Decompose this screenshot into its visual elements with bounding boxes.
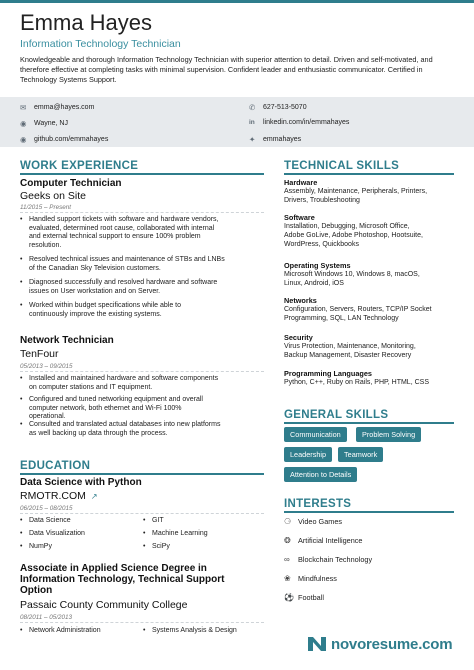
skill-tag: Problem Solving bbox=[356, 427, 421, 442]
job-dates: 11/2015 – Present bbox=[20, 204, 71, 211]
general-skills-heading: GENERAL SKILLS bbox=[284, 409, 389, 421]
interest-item: ❂ Artificial Intelligence bbox=[284, 536, 363, 545]
education-dates: 08/2011 – 05/2013 bbox=[20, 614, 73, 621]
job-company: Geeks on Site bbox=[20, 190, 86, 202]
skill-tag: Leadership bbox=[284, 447, 332, 462]
work-experience-heading: WORK EXPERIENCE bbox=[20, 160, 139, 172]
contact-location bbox=[20, 119, 68, 128]
course-item: • Machine Learning bbox=[143, 530, 263, 539]
external-link-icon: ↗ bbox=[90, 491, 98, 501]
interests-heading: INTERESTS bbox=[284, 498, 352, 510]
skill-group-text: Microsoft Windows 10, Windows 8, macOS, Linux, Android, iOS bbox=[284, 271, 420, 287]
dashed-divider bbox=[20, 622, 264, 623]
education-school-text: RMOTR.COM bbox=[20, 490, 86, 502]
top-accent-rule bbox=[0, 0, 474, 3]
job-bullet: • Consulted and translated actual databases into new platforms as well backing up data through the process. bbox=[20, 421, 264, 438]
course-item: • Network Administration bbox=[20, 627, 140, 636]
job-title: Network Technician bbox=[20, 335, 114, 346]
twitter-icon: ✦ bbox=[249, 135, 256, 144]
job-bullet: • Handled support tickets with software and hardware vendors, evaluated, determined root cause, collaborated with internal and external technical support to ensure 100% problem resolution. bbox=[20, 216, 264, 250]
education-school[interactable] bbox=[20, 490, 98, 502]
contact-linkedin-text: linkedin.com/in/emmahayes bbox=[263, 119, 350, 126]
contact-location-text: Wayne, NJ bbox=[34, 120, 68, 127]
github-icon: ◉ bbox=[20, 135, 27, 144]
skill-group-head: Networks bbox=[284, 296, 317, 305]
interests-rule bbox=[284, 511, 454, 513]
skill-tag: Teamwork bbox=[338, 447, 383, 462]
dashed-divider bbox=[20, 371, 264, 372]
contact-github-text: github.com/emmahayes bbox=[34, 136, 109, 143]
job-dates: 05/2013 – 09/2015 bbox=[20, 363, 73, 370]
job-bullet: • Resolved technical issues and maintenance of STBs and LNBs of the Canadian Sky Television customers. bbox=[20, 256, 264, 273]
football-icon: ⚽ bbox=[284, 593, 294, 602]
course-item: • Systems Analysis & Design bbox=[143, 627, 263, 636]
contact-twitter-text: emmahayes bbox=[263, 136, 302, 143]
technical-skills-rule bbox=[284, 173, 454, 175]
skill-group-text: Configuration, Servers, Routers, TCP/IP Socket Programming, SQL, LAN Technology bbox=[284, 306, 432, 322]
education-title: Associate in Applied Science Degree in Information Technology, Technical Support Option bbox=[20, 563, 225, 596]
skill-tag: Communication bbox=[284, 427, 347, 442]
job-title: Computer Technician bbox=[20, 178, 122, 189]
skill-tag: Attention to Details bbox=[284, 467, 357, 482]
dashed-divider bbox=[20, 212, 264, 213]
contact-email[interactable] bbox=[20, 103, 94, 112]
course-item: • NumPy bbox=[20, 543, 140, 552]
education-school: Passaic County Community College bbox=[20, 599, 188, 611]
course-item: • SciPy bbox=[143, 543, 263, 552]
job-company: TenFour bbox=[20, 348, 59, 360]
technical-skills-heading: TECHNICAL SKILLS bbox=[284, 160, 400, 172]
interest-item: ⚆ Video Games bbox=[284, 517, 343, 526]
interest-item: ∞ Blockchain Technology bbox=[284, 555, 373, 564]
brand-footer[interactable] bbox=[306, 635, 452, 653]
summary-text: Knowledgeable and thorough Information Technology Technician with superior attention to detail. Driven and self-motivated, and therefore effective at completing tasks with minimal supervision. Confident leader and enthusiastic communicator. Certified in Technology Systems Support. bbox=[20, 55, 433, 84]
contact-bar bbox=[0, 97, 474, 147]
skill-group-head: Hardware bbox=[284, 178, 318, 187]
general-skills-rule bbox=[284, 422, 454, 424]
skill-group-head: Operating Systems bbox=[284, 261, 351, 270]
skill-group-text: Installation, Debugging, Microsoft Office, Adobe GoLive, Adobe Photoshop, Hootsuite, WordPress, Quickbooks bbox=[284, 223, 423, 248]
skill-group-text: Assembly, Maintenance, Peripherals, Printers, Drivers, Troubleshooting bbox=[284, 188, 428, 204]
work-experience-rule bbox=[20, 173, 264, 175]
skill-group-head: Security bbox=[284, 333, 313, 342]
brain-icon: ❂ bbox=[284, 536, 291, 545]
skill-group-text: Virus Protection, Maintenance, Monitoring, Backup Management, Disaster Recovery bbox=[284, 343, 416, 359]
envelope-icon: ✉ bbox=[20, 103, 27, 112]
skill-group-head: Software bbox=[284, 213, 315, 222]
course-item: • GIT bbox=[143, 517, 263, 526]
contact-github[interactable] bbox=[20, 135, 108, 144]
skill-group-text: Python, C++, Ruby on Rails, PHP, HTML, CSS bbox=[284, 379, 429, 386]
candidate-name: Emma Hayes bbox=[20, 10, 153, 35]
job-bullet: • Installed and maintained hardware and software components on computer stations and IT equipment. bbox=[20, 375, 264, 392]
contact-email-text: emma@hayes.com bbox=[34, 104, 95, 111]
contact-twitter[interactable] bbox=[249, 135, 301, 144]
novoresume-logo-icon bbox=[306, 635, 328, 653]
lotus-icon: ❀ bbox=[284, 574, 291, 583]
interest-item: ❀ Mindfulness bbox=[284, 574, 337, 583]
interest-item: ⚽ Football bbox=[284, 593, 324, 602]
job-bullet: • Diagnosed successfully and resolved hardware and software issues on User workstation and on Server. bbox=[20, 279, 264, 296]
phone-icon: ✆ bbox=[249, 103, 256, 112]
job-bullet: • Worked within budget specifications while able to continuously improve the existing systems. bbox=[20, 302, 264, 319]
course-item: • Data Science bbox=[20, 517, 140, 526]
education-title: Data Science with Python bbox=[20, 477, 142, 488]
education-dates: 06/2015 – 08/2015 bbox=[20, 505, 73, 512]
skill-group-head: Programming Languages bbox=[284, 369, 372, 378]
brand-name: novoresume.com bbox=[331, 635, 453, 653]
candidate-role: Information Technology Technician bbox=[20, 38, 181, 50]
dashed-divider bbox=[20, 513, 264, 514]
education-rule bbox=[20, 473, 264, 475]
linkedin-icon: in bbox=[249, 119, 255, 126]
gamepad-icon: ⚆ bbox=[284, 517, 292, 526]
pin-icon: ◉ bbox=[20, 119, 27, 128]
job-bullet: • Configured and tuned networking equipment and overall computer network, both ethernet and Wi-Fi 100% operational. bbox=[20, 396, 264, 422]
contact-phone-text: 627-513-5070 bbox=[263, 104, 307, 111]
education-heading: EDUCATION bbox=[20, 460, 91, 472]
contact-phone[interactable] bbox=[249, 103, 307, 112]
contact-linkedin[interactable] bbox=[249, 119, 349, 126]
chain-icon: ∞ bbox=[284, 555, 290, 564]
course-item: • Data Visualization bbox=[20, 530, 140, 539]
